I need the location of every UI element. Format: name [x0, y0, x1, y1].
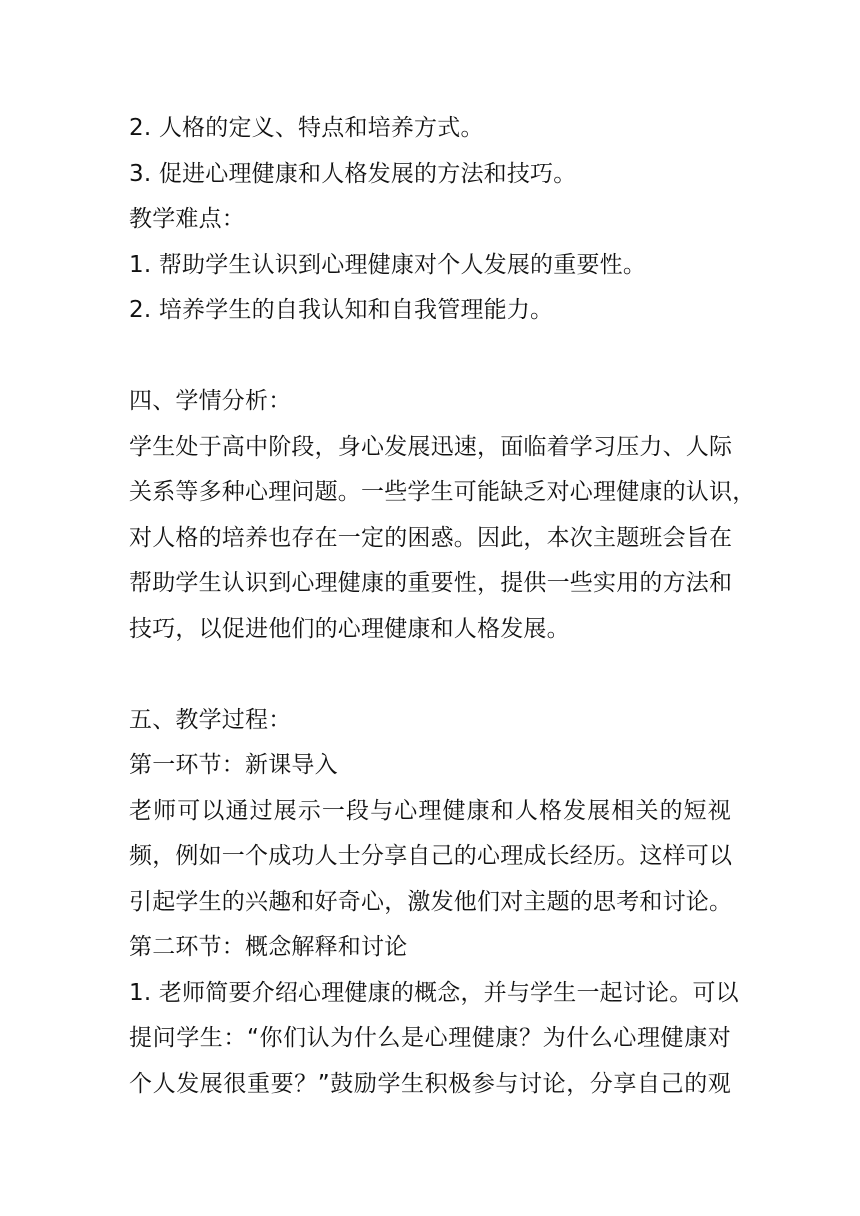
paragraph-line: 1. 老师简要介绍心理健康的概念，并与学生一起讨论。可以 [129, 979, 739, 1006]
key-point-item-3: 3. 促进心理健康和人格发展的方法和技巧。 [129, 160, 577, 187]
step-1-paragraph [129, 789, 749, 926]
key-point-item-2: 2. 人格的定义、特点和培养方式。 [129, 115, 484, 141]
paragraph-line: 引起学生的兴趣和好奇心，激发他们对主题的思考和讨论。 [129, 888, 733, 915]
step-1-heading: 第一环节：新课导入 [129, 752, 338, 778]
step-2-heading: 第二环节：概念解释和讨论 [129, 934, 408, 960]
paragraph-line: 学生处于高中阶段，身心发展迅速，面临着学习压力、人际 [129, 433, 733, 460]
paragraph-line: 老师可以通过展示一段与心理健康和人格发展相关的短视 [129, 797, 731, 824]
paragraph-line: 对人格的培养也存在一定的困惑。因此，本次主题班会旨在 [129, 524, 733, 551]
section-5-heading: 五、教学过程： [129, 706, 292, 733]
paragraph-line: 技巧，以促进他们的心理健康和人格发展。 [129, 615, 570, 642]
difficulty-item-2: 2. 培养学生的自我认知和自我管理能力。 [129, 297, 554, 323]
step-2-paragraph [129, 971, 749, 1108]
paragraph-line: 帮助学生认识到心理健康的重要性，提供一些实用的方法和 [129, 570, 733, 596]
paragraph-spacer [129, 652, 749, 698]
difficulties-heading: 教学难点： [129, 206, 245, 232]
paragraph-line: 频，例如一个成功人士分享自己的心理成长经历。这样可以 [129, 843, 733, 869]
difficulty-item-1: 1. 帮助学生认识到心理健康对个人发展的重要性。 [129, 251, 647, 278]
paragraph-line: 个人发展很重要？”鼓励学生积极参与讨论，分享自己的观 [129, 1070, 731, 1097]
paragraph-spacer [129, 334, 749, 380]
document-body [129, 106, 756, 1107]
paragraph-line: 提问学生：“你们认为什么是心理健康？为什么心理健康对 [129, 1025, 731, 1051]
section-4-paragraph [129, 425, 756, 653]
section-4-heading: 四、学情分析： [129, 388, 292, 414]
paragraph-line: 关系等多种心理问题。一些学生可能缺乏对心理健康的认识， [129, 479, 756, 505]
